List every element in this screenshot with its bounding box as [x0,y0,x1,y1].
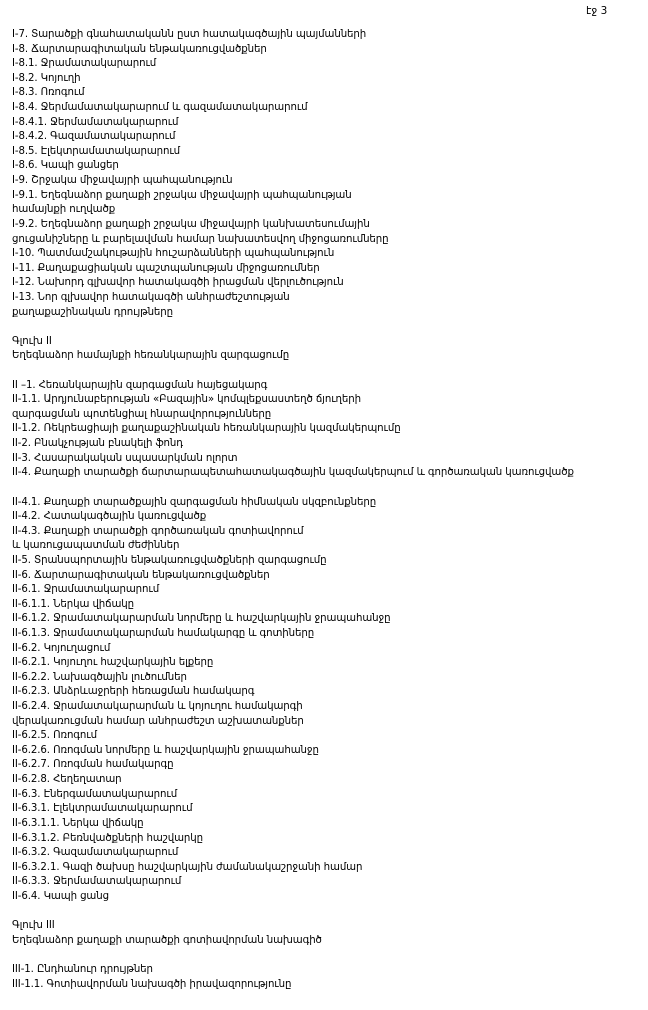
toc-entry: I-13. Նոր գլխավոր հատակագծի անհրաժեշտության [12,291,290,303]
blank-line [12,905,646,920]
toc-entry: I-9. Շրջակա միջավայրի պահպանություն [12,175,233,187]
toc-entry: II-6.2.6. Ոռոգման նորմերը և հաշվարկային ջրապահանջը [12,744,319,756]
toc-entry: II-1.2. Ռեկրեացիայի քաղաքաշինական հեռանկարային կազմակերպումը [12,423,401,435]
toc-entry: Եղեգնաձոր համայնքի հեռանկարային զարգացումը [12,350,290,362]
toc-entry: III-1. Ընդհանուր դրույթներ [12,964,153,975]
toc-entry: II-6.1.2. Ջրամատակարարման նորմերը և հաշվարկային ջրապահանջը [12,613,391,625]
toc-entry: II-6.2.5. Ոռոգում [12,730,97,742]
toc-entry: և կառուցապատման ժեժիններ [12,540,180,552]
toc-entry: I-7. Տարածքի գնահատականն ըստ հատակագծային պայմանների [12,29,367,40]
toc-entry: ցուցանիշները և բարելավման համար նախատեսվող միջոցառումները [12,233,389,245]
toc-entry: II-3. Հասարակական սպասարկման ոլորտ [12,452,238,464]
toc-entry: I-9.2. Եղեգնաձոր քաղաքի շրջակա միջավայրի կանխատեսումային [12,218,370,230]
toc-entry: II-6.3.2.1. Գազի ծախսը հաշվարկային ժամանակաշրջանի համար [12,861,363,873]
page-number: էջ 3 [586,5,608,17]
toc-entry: II-6.2.7. Ոռոգման համակարգը [12,759,174,771]
toc-entry: I-8.4. Ջերմամատակարարում և գազամատակարարում [12,102,308,114]
toc-entry: I-11. Քաղաքացիական պաշտպանության միջոցառումներ [12,262,320,274]
toc-entry: I-8.1. Ջրամատակարարում [12,58,157,70]
toc-entry: I-8.3. Ոռոգում [12,87,85,99]
toc-entry: I-8.2. Կոյուղի [12,72,81,84]
toc-entry: համայնքի ուղվածք [12,204,116,216]
toc-entry: II-4. Քաղաքի տարածքի ճարտարապետահատակագծային կազմակերպում և գործառական կառուցվածք [12,467,574,479]
table-of-contents [12,28,646,992]
toc-entry: Եղեգնաձոր քաղաքի տարածքի գոտիավորման նախագիծ [12,934,322,946]
toc-entry: III-1.1. Գոտիավորման նախագծի իրավազորությունը [12,978,292,990]
toc-entry: II-6.2.3. Անձրևաջրերի հեռացման համակարգ [12,686,255,698]
toc-entry: Գլուխ II [12,335,52,347]
toc-entry: II-6.2.2. Նախագծային լուծումներ [12,671,187,683]
toc-entry: I-8.5. Էլեկտրամատակարարում [12,145,181,157]
toc-entry: II-6.2.1. Կոյուղու հաշվարկային ելքերը [12,657,214,669]
toc-entry: II-4.3. Քաղաքի տարածքի գործառական գոտիավորում [12,525,304,537]
toc-entry: II-6.3. Էներգամատակարարում [12,788,178,800]
toc-entry: II-6.3.1. Էլեկտրամատակարարում [12,803,193,815]
toc-entry: II-6.3.1.2. Բեռնվածքների հաշվարկը [12,832,203,844]
blank-line [12,320,646,335]
toc-entry: զարգացման պոտենցիալ հնարավորությունները [12,408,272,420]
toc-entry: I-8.4.1. Ջերմամատակարարում [12,116,179,128]
toc-entry: II-1.1. Արդյունաբերության «Բազային» կոմպլեքսաստեղծ ճյուղերի [12,394,361,406]
blank-line [12,364,646,379]
toc-entry: II-6.3.2. Գազամատակարարում [12,847,179,859]
toc-entry: II-6.2.4. Ջրամատակարարման և կոյուղու համակարգի [12,701,303,713]
toc-entry: II-2. Բնակչության բնակելի ֆոնդ [12,438,183,450]
toc-entry: II-6.3.1.1. Ներկա վիճակը [12,817,144,829]
toc-entry: I-8. Ճարտարագիտական ենթակառուցվածքներ [12,43,267,55]
toc-entry: II –1. Հեռանկարային զարգացման հայեցակարգ [12,379,268,391]
blank-line [12,481,646,496]
toc-entry: II-4.1. Քաղաքի տարածքային զարգացման հիմնական սկզբունքները [12,496,377,508]
toc-entry: II-6. Ճարտարագիտական ենթակառուցվածքներ [12,569,270,581]
toc-entry: I-8.4.2. Գազամատակարարում [12,131,176,143]
toc-entry: II-4.2. Հատակագծային կառուցվածք [12,511,207,523]
toc-entry: քաղաքաշինական դրույթները [12,306,173,318]
toc-entry: II-6.1.1. Ներկա վիճակը [12,598,135,610]
toc-entry: II-6.2. Կոյուղացում [12,642,111,654]
toc-entry: II-6.1.3. Ջրամատակարարման համակարգը և գոտիները [12,627,315,639]
toc-entry: II-5. Տրանսպորտային ենթակառուցվածքների զարգացումը [12,554,327,566]
toc-entry: II-6.2.8. Հեղեղատար [12,774,122,786]
toc-entry: II-6.1. Ջրամատակարարում [12,584,160,596]
toc-entry: II-6.4. Կապի ցանց [12,890,109,902]
toc-entry: I-12. Նախորդ գլխավոր հատակագծի իրացման վերլուծություն [12,277,344,289]
blank-line [12,948,646,963]
toc-entry: I-8.6. Կապի ցանցեր [12,160,119,172]
toc-entry: I-10. Պատմամշակութային հուշարձանների պահպանություն [12,248,335,260]
toc-entry: I-9.1. Եղեգնաձոր քաղաքի շրջակա միջավայրի պահպանության [12,189,352,201]
toc-entry: Գլուխ III [12,920,55,932]
toc-entry: վերակառուցման համար անհրաժեշտ աշխատանքներ [12,715,304,727]
toc-entry: II-6.3.3. Ջերմամատակարարում [12,876,182,888]
